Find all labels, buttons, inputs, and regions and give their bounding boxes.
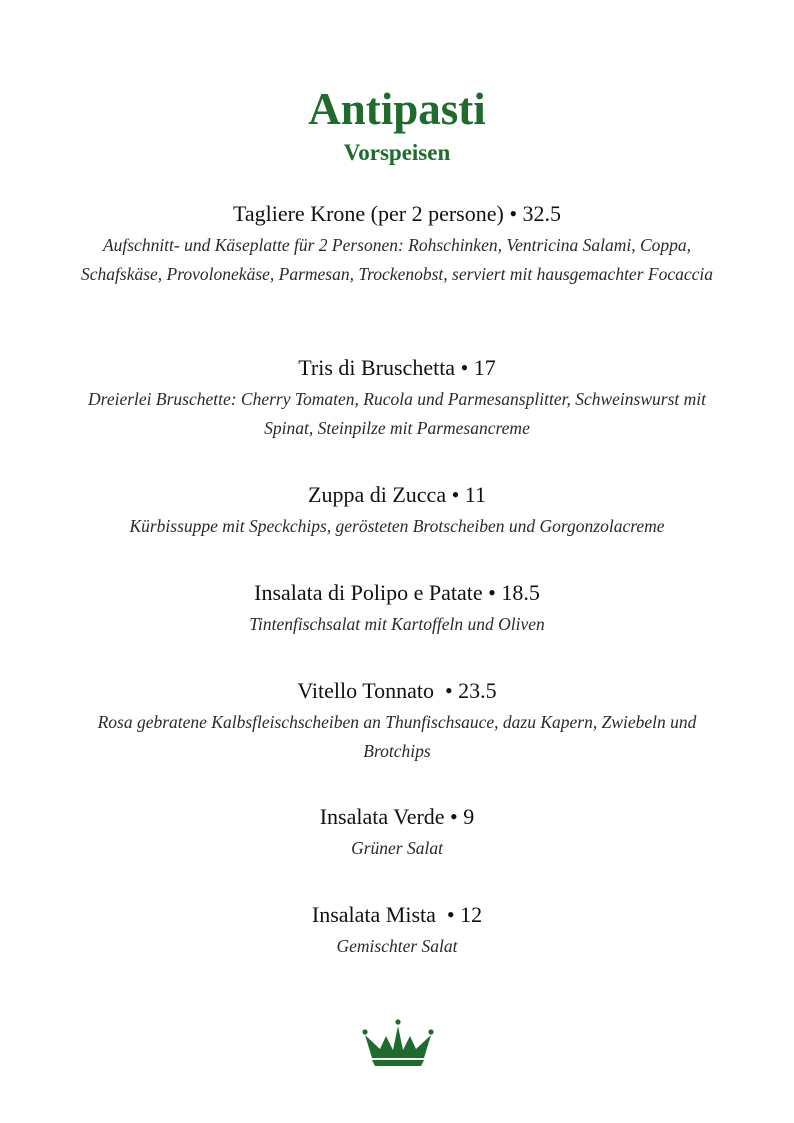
menu-item: [70, 579, 724, 639]
menu-item-description: Gemischter Salat: [336, 936, 458, 956]
menu-item-name: Vitello Tonnato • 23.5: [297, 678, 497, 703]
menu-item-description: Kürbissuppe mit Speckchips, gerösteten Brotscheiben und Gorgonzolacreme: [129, 516, 665, 536]
menu-item-name: Insalata di Polipo e Patate • 18.5: [254, 580, 540, 605]
menu-item-name: Insalata Mista • 12: [311, 902, 483, 927]
menu-item-name: Zuppa di Zucca • 11: [308, 482, 486, 507]
menu-item-description: Rosa gebratene Kalbsfleischscheiben an Thunfischsauce, dazu Kapern, Zwiebeln und Brotchips: [97, 712, 697, 761]
menu-item: [70, 901, 724, 961]
menu-item: [70, 803, 724, 863]
menu-item: [70, 354, 724, 443]
menu-item-description: Tintenfischsalat mit Kartoffeln und Oliven: [249, 614, 545, 634]
menu-item-description: Grüner Salat: [351, 838, 443, 858]
menu-item-description: Dreierlei Bruschette: Cherry Tomaten, Rucola und Parmesansplitter, Schweinswurst mit Spinat, Steinpilze mit Parmesancreme: [88, 389, 706, 438]
menu-item-description: Aufschnitt- und Käseplatte für 2 Personen: Rohschinken, Ventricina Salami, Coppa, Schafskäse, Provolonekäse, Parmesan, Trockenobst, serviert mit hausgemachter Focaccia: [81, 235, 713, 284]
menu-item-name: Tris di Bruschetta • 17: [298, 355, 496, 380]
page-subtitle: Vorspeisen: [343, 140, 451, 165]
menu-item-name: Tagliere Krone (per 2 persone) • 32.5: [232, 201, 562, 226]
page-title: Antipasti: [308, 84, 486, 134]
menu-item: [70, 677, 724, 766]
menu-item: [70, 481, 724, 541]
menu-item-name: Insalata Verde • 9: [319, 804, 475, 829]
menu-item: [70, 200, 724, 289]
crown-icon: [362, 1018, 434, 1068]
